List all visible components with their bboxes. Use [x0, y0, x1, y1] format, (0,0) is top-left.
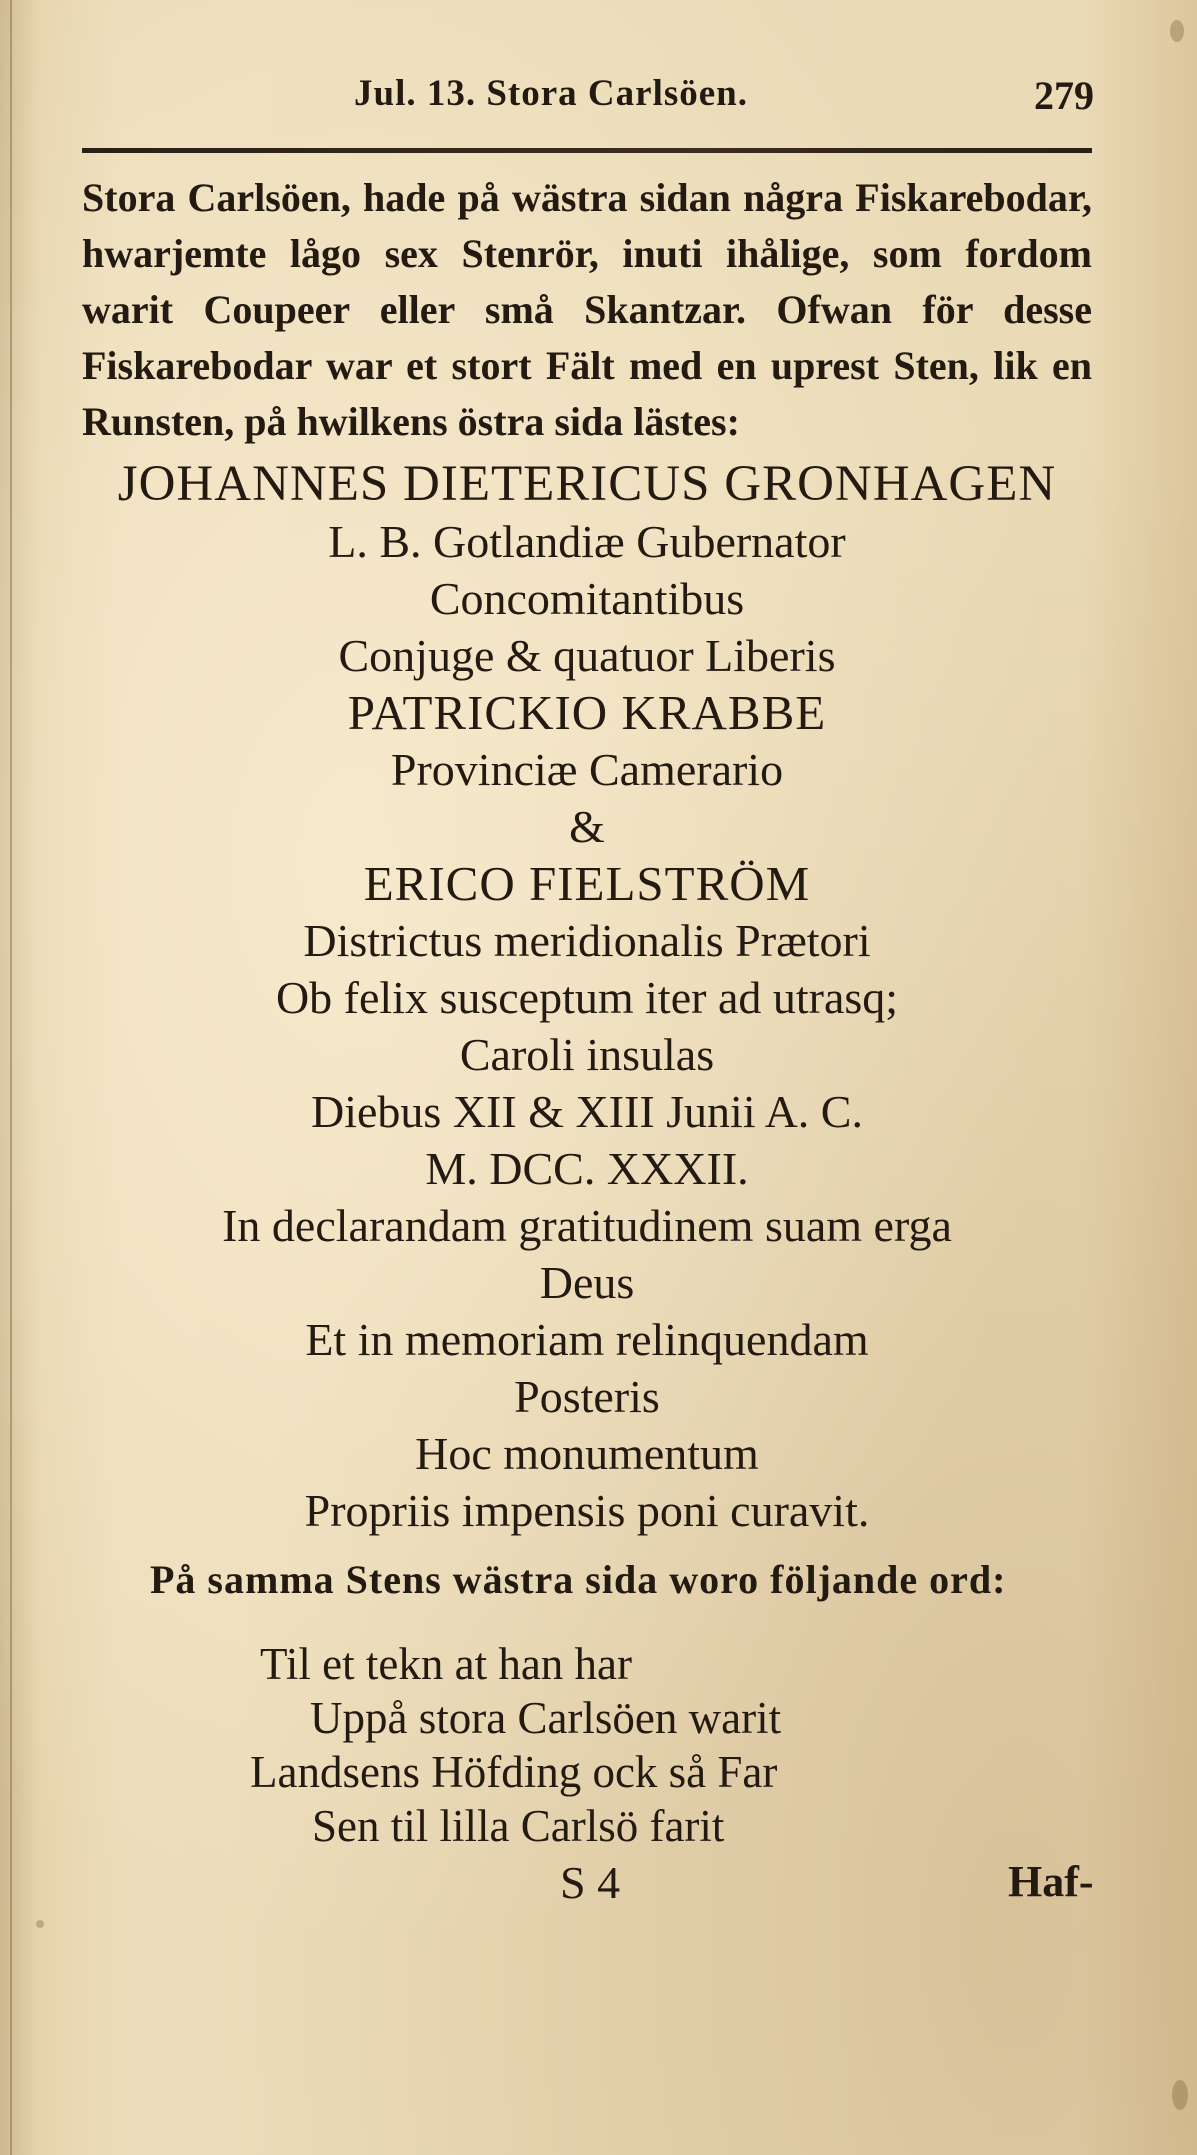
verse-intro: På samma Stens wästra sida woro följande ord: [150, 1557, 1007, 1602]
inscription-line: Hoc monumentum [415, 1428, 759, 1479]
inscription-line: ERICO FIELSTRÖM [363, 856, 811, 911]
inscription-line: Et in memoriam relinquendam [305, 1314, 869, 1365]
inscription-line: PATRICKIO KRABBE [347, 685, 827, 740]
page-number: 279 [1034, 73, 1094, 118]
paper-stain [36, 1920, 44, 1928]
inscription-line: Districtus meridionalis Prætori [303, 915, 871, 966]
inscription-line: Conjuge & quatuor Liberis [338, 630, 836, 681]
inscription-line: Deus [539, 1257, 635, 1308]
verse-line: Landsens Höfding ock så Far [250, 1747, 778, 1797]
running-head: Jul. 13. Stora Carlsöen. [354, 73, 748, 114]
verse-line: Uppå stora Carlsöen warit [310, 1693, 782, 1743]
paper-stain [1170, 20, 1184, 42]
catchword: Haf- [1008, 1857, 1094, 1906]
paper-stain [1172, 2080, 1188, 2110]
inscription-line: Caroli insulas [459, 1029, 715, 1080]
inscription-line: Concomitantibus [429, 573, 745, 624]
inscription-line: L. B. Gotlandiæ Gubernator [328, 516, 846, 567]
page-header [354, 72, 1094, 132]
inscription-line: Provinciæ Camerario [390, 744, 784, 795]
inscription-line: & [569, 801, 605, 852]
inscription-line: Posteris [514, 1371, 660, 1422]
runestone-inscription [82, 456, 1092, 1539]
inscription-line: JOHANNES DIETERICUS GRONHAGEN [117, 456, 1057, 512]
inscription-line: Ob felix susceptum iter ad utrasq; [275, 972, 899, 1023]
signature-mark: S 4 [560, 1857, 621, 1908]
inscription-line: Propriis impensis poni curavit. [304, 1485, 870, 1536]
verse-line: Sen til lilla Carlsö farit [312, 1801, 725, 1851]
inscription-line: In declarandam gratitudinem suam erga [222, 1200, 952, 1251]
body-paragraph: Stora Carlsöen, hade på wästra sidan några Fiskarebodar, hwarjemte lågo sex Stenrör, inuti ihålige, som fordom warit Coupeer eller små Skantzar. Ofwan för desse Fiskarebodar war et stort Fält med en uprest Sten, lik en Runsten, på hwilkens östra sida lästes: [82, 175, 1092, 444]
header-rule [82, 148, 1092, 153]
gutter-edge [10, 0, 12, 2155]
verse-line: Til et tekn at han har [260, 1639, 633, 1689]
inscription-line: M. DCC. XXXII. [425, 1143, 749, 1194]
inscription-line: Diebus XII & XIII Junii A. C. [311, 1086, 863, 1137]
